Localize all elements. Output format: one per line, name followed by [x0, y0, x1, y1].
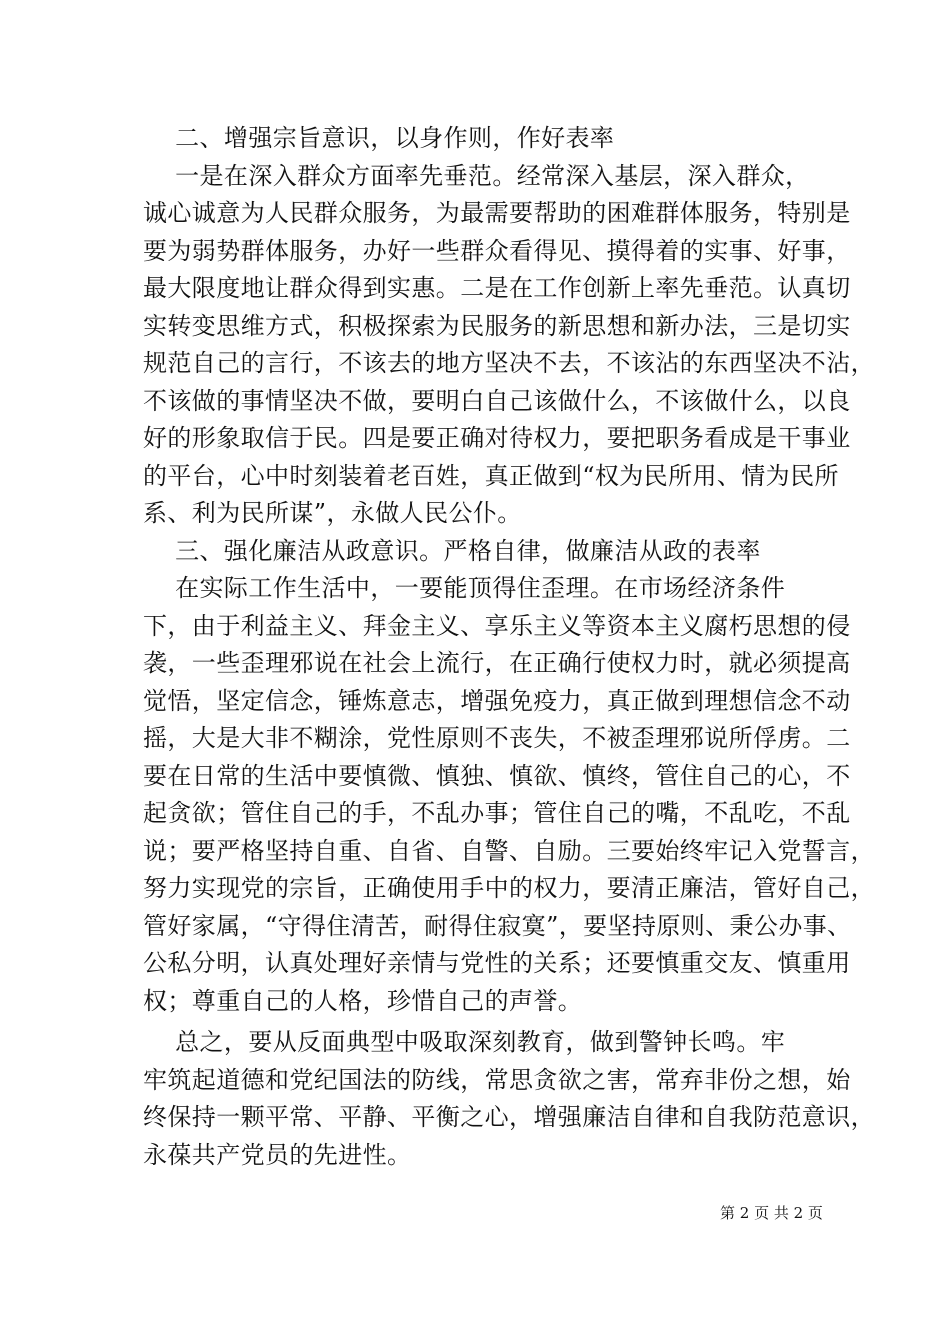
body-line: 系、利为民所谋”，永做人民公仆。	[143, 499, 522, 527]
heading-section-two: 二、增强宗旨意识，以身作则，作好表率	[143, 124, 615, 152]
body-line: 在实际工作生活中，一要能顶得住歪理。在市场经济条件	[143, 574, 786, 602]
body-line: 永葆共产党员的先进性。	[143, 1140, 412, 1169]
body-line: 诚心诚意为人民群众服务，为最需要帮助的困难群体服务，特别是	[143, 199, 851, 227]
body-line: 努力实现党的宗旨，正确使用手中的权力，要清正廉洁，管好自己，	[143, 874, 875, 902]
body-line: 实转变思维方式，积极探索为民服务的新思想和新办法，三是切实	[143, 311, 851, 340]
body-line: 规范自己的言行，不该去的地方坚决不去，不该沾的东西坚决不沾，	[143, 349, 875, 377]
document-body	[143, 120, 875, 1174]
body-line: 觉悟，坚定信念，锤炼意志，增强免疫力，真正做到理想信念不动	[143, 686, 851, 715]
heading-section-three: 三、强化廉洁从政意识。严格自律，做廉洁从政的表率	[143, 536, 761, 565]
body-line: 下，由于利益主义、拜金主义、享乐主义等资本主义腐朽思想的侵	[143, 611, 851, 640]
body-line: 管好家属，“守得住清苦，耐得住寂寞”，要坚持原则、秉公办事、	[143, 911, 852, 940]
body-line: 要为弱势群体服务，办好一些群众看得见、摸得着的实事、好事，	[143, 236, 851, 265]
body-line: 的平台，心中时刻装着老百姓，真正做到“权为民所用、情为民所	[143, 461, 839, 490]
page-number-footer: 第 2 页 共 2 页	[720, 1204, 823, 1222]
body-line: 不该做的事情坚决不做，要明白自己该做什么，不该做什么，以良	[143, 386, 851, 415]
body-line: 总之，要从反面典型中吸取深刻教育，做到警钟长鸣。牢	[143, 1028, 786, 1056]
body-line: 起贪欲；管住自己的手，不乱办事；管住自己的嘴，不乱吃，不乱	[143, 799, 851, 827]
body-line: 袭，一些歪理邪说在社会上流行，在正确行使权力时，就必须提高	[143, 649, 851, 677]
body-line: 终保持一颗平常、平静、平衡之心，增强廉洁自律和自我防范意识，	[143, 1103, 875, 1131]
body-line: 摇，大是大非不糊涂，党性原则不丧失，不被歪理邪说所俘虏。二	[143, 724, 851, 752]
body-line: 公私分明，认真处理好亲情与党性的关系；还要慎重交友、慎重用	[143, 949, 851, 977]
body-line: 牢筑起道德和党纪国法的防线，常思贪欲之害，常弃非份之想，始	[143, 1065, 851, 1094]
body-line: 说；要严格坚持自重、自省、自警、自励。三要始终牢记入党誓言，	[143, 836, 875, 865]
body-line: 权；尊重自己的人格，珍惜自己的声誉。	[143, 986, 583, 1015]
body-line: 最大限度地让群众得到实惠。二是在工作创新上率先垂范。认真切	[143, 274, 851, 302]
body-line: 要在日常的生活中要慎微、慎独、慎欲、慎终，管住自己的心，不	[143, 761, 851, 790]
body-line: 好的形象取信于民。四是要正确对待权力，要把职务看成是干事业	[143, 424, 851, 452]
body-line: 一是在深入群众方面率先垂范。经常深入基层，深入群众，	[143, 161, 810, 190]
